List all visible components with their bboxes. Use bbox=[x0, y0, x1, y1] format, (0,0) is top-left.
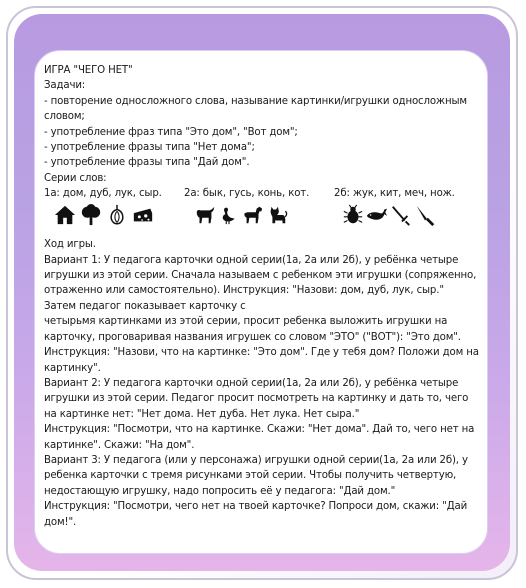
series-2a-label: 2а: бык, гусь, конь, кот. bbox=[184, 188, 310, 200]
task-item: - употребление фраз типа "Это дом", "Вот дом"; bbox=[44, 126, 298, 138]
task-item: - употребление фразы типа "Дай дом". bbox=[44, 157, 250, 169]
bull-icon bbox=[194, 203, 216, 227]
instruction-text: Инструкция: "Посмотри, чего нет на твоей карточке? Попроси дом, скажи: "Дай дом!". bbox=[44, 501, 468, 528]
series-2b-label: 2б: жук, кит, меч, нож. bbox=[334, 188, 455, 200]
knife-icon bbox=[414, 203, 436, 227]
procedure-heading: Ход игры. bbox=[44, 239, 96, 251]
series-heading: Серии слов: bbox=[44, 172, 107, 184]
variant-2-text: Вариант 2: У педагога карточки одной серии(1а, 2а или 2б), у ребёнка четыре игрушки из этой серии. Педагог просит посмотреть на картинку и дать то, чего на картинке нет: "Нет дома. Нет дуба. Нет лука. Нет сыра." bbox=[44, 377, 469, 420]
document-body bbox=[44, 63, 480, 530]
goose-icon bbox=[218, 203, 240, 227]
beetle-icon bbox=[342, 203, 364, 227]
game-title: ИГРА "ЧЕГО НЕТ" bbox=[44, 65, 133, 76]
task-item: - употребление фразы типа "Нет дома"; bbox=[44, 142, 255, 154]
task-item: - повторение односложного слова, называние картинки/игрушки односложным словом; bbox=[44, 95, 467, 123]
procedure-paragraph: Затем педагог показывает карточку с bbox=[44, 300, 246, 312]
instruction-text: Инструкция: "Посмотри, что на картинке. Скажи: "Нет дома". Дай то, чего нет на картинке". Скажи: "На дом". bbox=[44, 424, 475, 451]
variant-3-text: Вариант 3: У педагога (или у персонажа) игрушки одной серии(1а, 2а или 2б), у ребенка карточки с тремя рисунками этой серии. Чтобы получить четвертую, недостающую игрушку, надо попросить её у педагога: "Дай дом." bbox=[44, 454, 468, 497]
house-icon bbox=[54, 203, 76, 227]
sword-icon bbox=[390, 203, 412, 227]
onion-icon bbox=[106, 203, 128, 227]
procedure-paragraph: четырьмя картинками из этой серии, просит ребенка выложить игрушки на карточку, проговаривая названия игрушек со словом "ЭТО" ("ВОТ"): "Это дом". Инструкция: "Назови, что на картинке: "Это дом". Где у тебя дом? Положи дом на картинку". bbox=[44, 316, 479, 374]
oak-tree-icon bbox=[80, 203, 102, 227]
series-pictograms bbox=[44, 203, 480, 231]
horse-icon bbox=[242, 203, 264, 227]
series-1a-label: 1а: дом, дуб, лук, сыр. bbox=[44, 188, 162, 200]
series-labels bbox=[44, 186, 480, 201]
cheese-icon bbox=[132, 203, 154, 227]
cat-icon bbox=[266, 203, 288, 227]
whale-icon bbox=[366, 203, 388, 227]
tasks-heading: Задачи: bbox=[44, 80, 86, 92]
variant-1-text: Вариант 1: У педагога карточки одной серии(1а, 2а или 2б), у ребёнка четыре игрушки из этой серии. Сначала называем с ребенком эти игрушки (сопряженно, отраженно или самостоятельно). Инструкция: "Назови: дом, дуб, лук, сыр." bbox=[44, 254, 477, 297]
